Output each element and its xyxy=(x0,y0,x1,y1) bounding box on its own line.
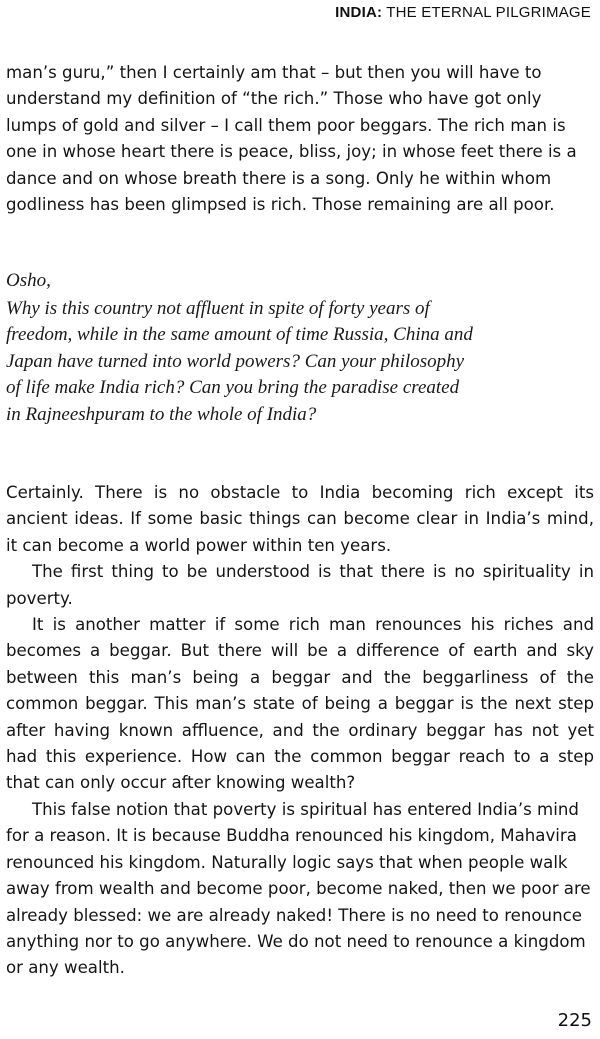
question-line: Why is this country not affluent in spite of forty years of xyxy=(6,297,430,319)
running-header-strong: INDIA: xyxy=(335,4,383,21)
running-header xyxy=(335,4,591,21)
question-line: Japan have turned into world powers? Can your philosophy xyxy=(6,350,465,372)
question-line: freedom, while in the same amount of time Russia, China and xyxy=(6,324,473,345)
question-addressee: Osho, xyxy=(6,270,51,291)
question-block xyxy=(6,268,596,428)
answer-block xyxy=(6,480,594,982)
continued-paragraph-block xyxy=(6,60,594,218)
question-line: in Rajneeshpuram to the whole of India? xyxy=(6,403,317,425)
answer-paragraph: It is another matter if some rich man renounces his riches and becomes a beggar. But there will be a difference of earth and sky between this man’s being a beggar and the beggarliness of the common beggar. This man’s state of being a beggar is the next step after having known affluence, and the ordinary beggar has not yet had this experience. How can the common beggar reach to a step that can only occur after knowing wealth? xyxy=(6,615,594,793)
answer-paragraph: This false notion that poverty is spiritual has entered India’s mind for a reason. It is because Buddha renounced his kingdom, Mahavira renounced his kingdom. Naturally logic says that when people walk away from wealth and become poor, become naked, then we poor are already blessed: we are already naked! There is no need to renounce anything nor to go anywhere. We do not need to renounce a kingdom or any wealth. xyxy=(6,799,591,978)
paragraph-continued: man’s guru,” then I certainly am that – but then you will have to understand my definition of “the rich.” Those who have got only lumps of gold and silver – I call them poor beggars. The rich man is one in whose heart there is peace, bliss, joy; in whose feet there is a dance and on whose breath there is a song. Only he within whom godliness has been glimpsed is rich. Those remaining are all poor. xyxy=(6,63,577,215)
answer-paragraph: The first thing to be understood is that there is no spirituality in poverty. xyxy=(6,562,594,608)
answer-paragraph: Certainly. There is no obstacle to India becoming rich except its ancient ideas. If some basic things can become clear in India’s mind, it can become a world power within ten years. xyxy=(6,483,594,555)
question-line: of life make India rich? Can you bring the paradise created xyxy=(6,377,460,398)
page-number: 225 xyxy=(557,1010,592,1031)
running-header-rest: THE ETERNAL PILGRIMAGE xyxy=(382,4,591,21)
